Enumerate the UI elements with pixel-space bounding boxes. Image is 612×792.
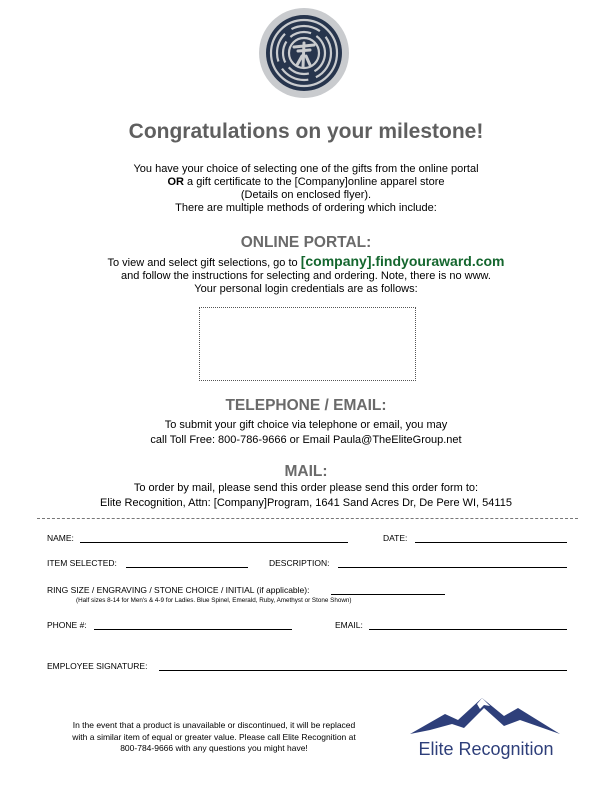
intro-or: OR: [167, 176, 184, 188]
name-field[interactable]: [80, 542, 348, 543]
signature-label: EMPLOYEE SIGNATURE:: [47, 661, 148, 671]
telephone-email-text: [0, 418, 612, 448]
item-selected-field[interactable]: [126, 567, 248, 568]
company-emblem-logo: [258, 7, 350, 99]
online-line-1-prefix: To view and select gift selections, go to: [107, 257, 301, 269]
login-credentials-box: [199, 307, 416, 381]
mail-line-2: Elite Recognition, Attn: [Company]Program, 1641 Sand Acres Dr, De Pere WI, 54115: [100, 497, 512, 509]
phone-field[interactable]: [94, 629, 292, 630]
footer-note: [44, 720, 384, 755]
cut-line-divider: [37, 518, 578, 519]
intro-line-4: There are multiple methods of ordering which include:: [175, 202, 437, 214]
online-line-3: Your personal login credentials are as follows:: [194, 283, 418, 295]
name-label: NAME:: [47, 533, 74, 543]
intro-line-3: (Details on enclosed flyer).: [240, 189, 372, 201]
footer-line-3: 800-784-9666 with any questions you might have!: [120, 743, 308, 753]
footer-line-1: In the event that a product is unavailable or discontinued, it will be replaced: [72, 720, 356, 730]
ring-options-field[interactable]: [331, 594, 445, 595]
phone-label: PHONE #:: [47, 620, 87, 630]
intro-line-2-rest: a gift certificate to the [Company]online apparel store: [184, 176, 445, 188]
date-field[interactable]: [415, 542, 567, 543]
item-selected-label: ITEM SELECTED:: [47, 558, 117, 568]
page-title: Congratulations on your milestone!: [128, 120, 484, 143]
mail-heading: MAIL:: [284, 463, 328, 480]
online-portal-heading: ONLINE PORTAL:: [240, 234, 372, 251]
online-portal-text: [0, 255, 612, 296]
email-label: EMAIL:: [335, 620, 363, 630]
mail-text: [0, 481, 612, 511]
date-label: DATE:: [383, 533, 408, 543]
elite-recognition-logo: [400, 694, 572, 766]
mail-line-1: To order by mail, please send this order please send this order form to:: [133, 482, 479, 494]
footer-line-2: with a similar item of equal or greater value. Please call Elite Recognition at: [72, 731, 356, 742]
telephone-line-2: call Toll Free: 800-786-9666 or Email Paula@TheEliteGroup.net: [150, 434, 462, 446]
ring-options-note: (Half sizes 8-14 for Men's & 4-9 for Ladies. Blue Spinel, Emerald, Ruby, Amethyst or Stone Shown): [76, 597, 352, 604]
telephone-email-heading: TELEPHONE / EMAIL:: [225, 397, 387, 414]
portal-url-link[interactable]: [company].findyouraward.com: [300, 253, 505, 269]
online-line-2: and follow the instructions for selecting and ordering. Note, there is no www.: [121, 270, 491, 282]
online-line-1: [0, 255, 612, 270]
intro-text: [0, 163, 612, 215]
description-label: DESCRIPTION:: [269, 558, 330, 568]
description-field[interactable]: [338, 567, 567, 568]
brand-name: Elite Recognition: [418, 739, 554, 759]
email-field[interactable]: [369, 629, 567, 630]
telephone-line-1: To submit your gift choice via telephone or email, you may: [164, 419, 448, 431]
signature-field[interactable]: [159, 670, 567, 671]
intro-line-1: You have your choice of selecting one of the gifts from the online portal: [133, 163, 479, 175]
intro-line-2: [0, 176, 612, 189]
ring-options-label: RING SIZE / ENGRAVING / STONE CHOICE / INITIAL (if applicable):: [47, 585, 310, 595]
mountain-icon: [400, 694, 572, 738]
